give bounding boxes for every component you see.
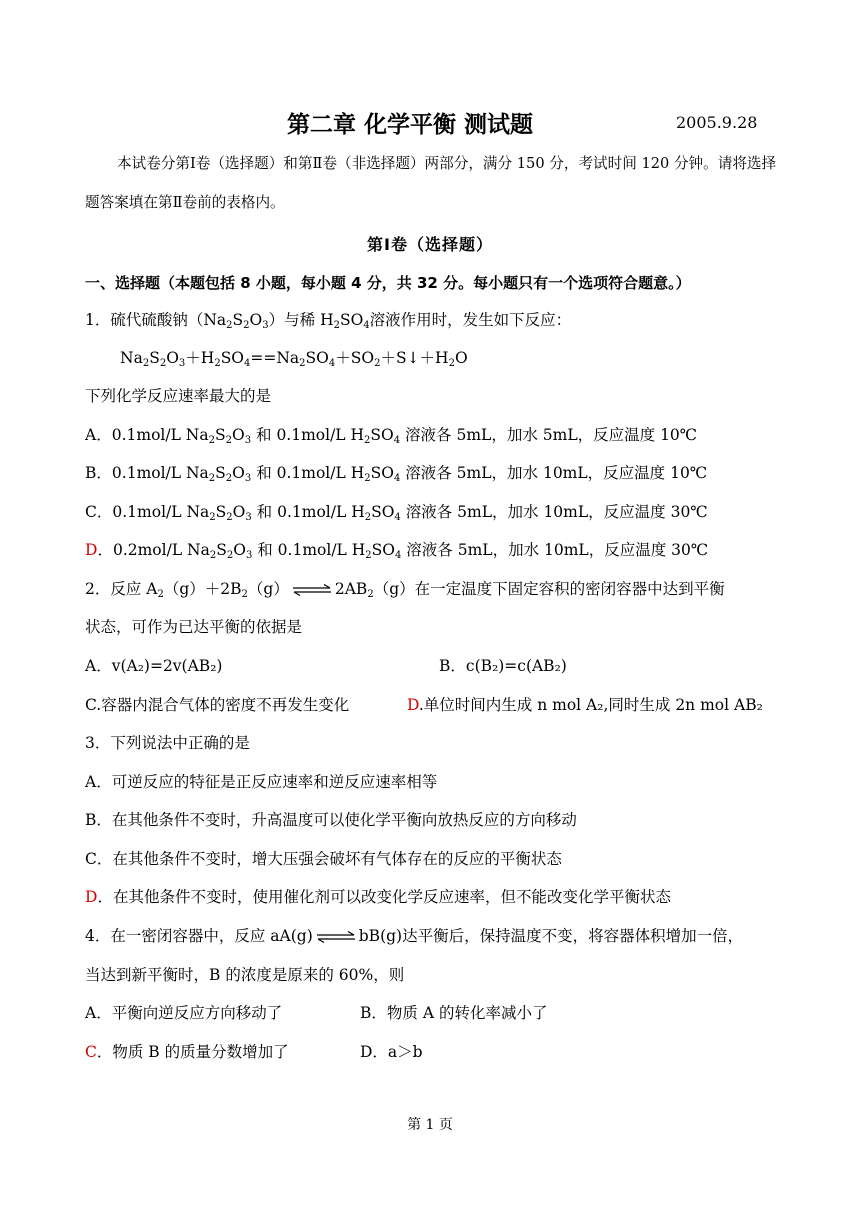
q4-option-d: D．a＞b xyxy=(360,1043,423,1061)
q2-option-a: A．v(A₂)=2v(AB₂) xyxy=(85,657,223,675)
q1-equation: $Na_2S_2O_3+H_2SO_4==Na_2SO_4+SO_2+S↓+H_2O$ xyxy=(120,349,468,369)
q2-option-b: B．c(B₂)=c(AB₂) xyxy=(439,657,567,675)
answer-mark: D xyxy=(85,541,98,559)
equilibrium-arrow-icon xyxy=(316,931,356,943)
q2-stem: 2．反应 $A_2(g)+2B_2(g)$ $2AB_2(g)$在一定温度下固定容积的密闭容器中达到平衡 xyxy=(85,580,725,600)
section-instruction: 一、选择题（本题包括 8 小题，每小题 4 分，共 32 分。每小题只有一个选项符合题意。） xyxy=(85,274,691,292)
answer-mark: C xyxy=(85,1043,97,1061)
q4-option-b: B．物质 A 的转化率减小了 xyxy=(360,1004,548,1022)
q1-option-c: C．0.1mol/L $Na_2S_2O_3$ 和 0.1mol/L $H_2SO_4$ 溶液各 5mL，加水 10mL，反应温度 30℃ xyxy=(85,503,708,523)
equilibrium-arrow-icon xyxy=(292,584,332,596)
exam-date: 2005.9.28 xyxy=(676,113,758,132)
section-title: 第Ⅰ卷（选择题） xyxy=(367,235,493,254)
answer-mark: D xyxy=(85,888,98,906)
q1-option-d: D．0.2mol/L $Na_2S_2O_3$ 和 0.1mol/L $H_2SO_4$ 溶液各 5mL，加水 10mL，反应温度 30℃ xyxy=(85,541,709,561)
q2-stem-line-2: 状态，可作为已达平衡的依据是 xyxy=(85,618,303,636)
q3-option-a: A．可逆反应的特征是正反应速率和逆反应速率相等 xyxy=(85,773,438,791)
intro-line-1: 本试卷分第Ⅰ卷（选择题）和第Ⅱ卷（非选择题）两部分，满分 150 分，考试时间 120 分钟。请将选择 xyxy=(117,155,777,172)
q3-option-d: D．在其他条件不变时，使用催化剂可以改变化学反应速率，但不能改变化学平衡状态 xyxy=(85,888,671,906)
q4-stem-line-2: 当达到新平衡时，B 的浓度是原来的 60%，则 xyxy=(85,966,405,984)
q2-option-d: D.单位时间内生成 n mol A₂,同时生成 2n mol AB₂ xyxy=(407,696,763,714)
q3-stem: 3．下列说法中正确的是 xyxy=(85,734,250,752)
q1-option-a: A．0.1mol/L $Na_2S_2O_3$ 和 0.1mol/L $H_2SO_4$ 溶液各 5mL，加水 5mL，反应温度 10℃ xyxy=(85,426,698,446)
page-number: 第 1 页 xyxy=(407,1117,453,1133)
q4-option-a: A．平衡向逆反应方向移动了 xyxy=(85,1004,283,1022)
q1-stem: 1．硫代硫酸钠$(Na_2S_2O_3)$与稀 $H_2SO_4$溶液作用时，发生如下反应： xyxy=(85,311,572,331)
q4-stem: 4．在一密闭容器中，反应 aA(g) bB(g)达平衡后，保持温度不变，将容器体积增加一倍， xyxy=(85,927,744,945)
q1-option-b: B．0.1mol/L $Na_2S_2O_3$ 和 0.1mol/L $H_2SO_4$ 溶液各 5mL，加水 10mL，反应温度 10℃ xyxy=(85,464,708,484)
intro-line-2: 题答案填在第Ⅱ卷前的表格内。 xyxy=(85,194,285,211)
q4-option-c: C．物质 B 的质量分数增加了 xyxy=(85,1043,289,1061)
answer-mark: D xyxy=(407,696,419,714)
exam-title: 第二章 化学平衡 测试题 xyxy=(286,112,533,138)
q2-option-c: C.容器内混合气体的密度不再发生变化 xyxy=(85,696,350,714)
q3-option-c: C．在其他条件不变时，增大压强会破坏有气体存在的反应的平衡状态 xyxy=(85,850,562,868)
q1-question: 下列化学反应速率最大的是 xyxy=(85,387,272,405)
q3-option-b: B．在其他条件不变时，升高温度可以使化学平衡向放热反应的方向移动 xyxy=(85,811,577,829)
